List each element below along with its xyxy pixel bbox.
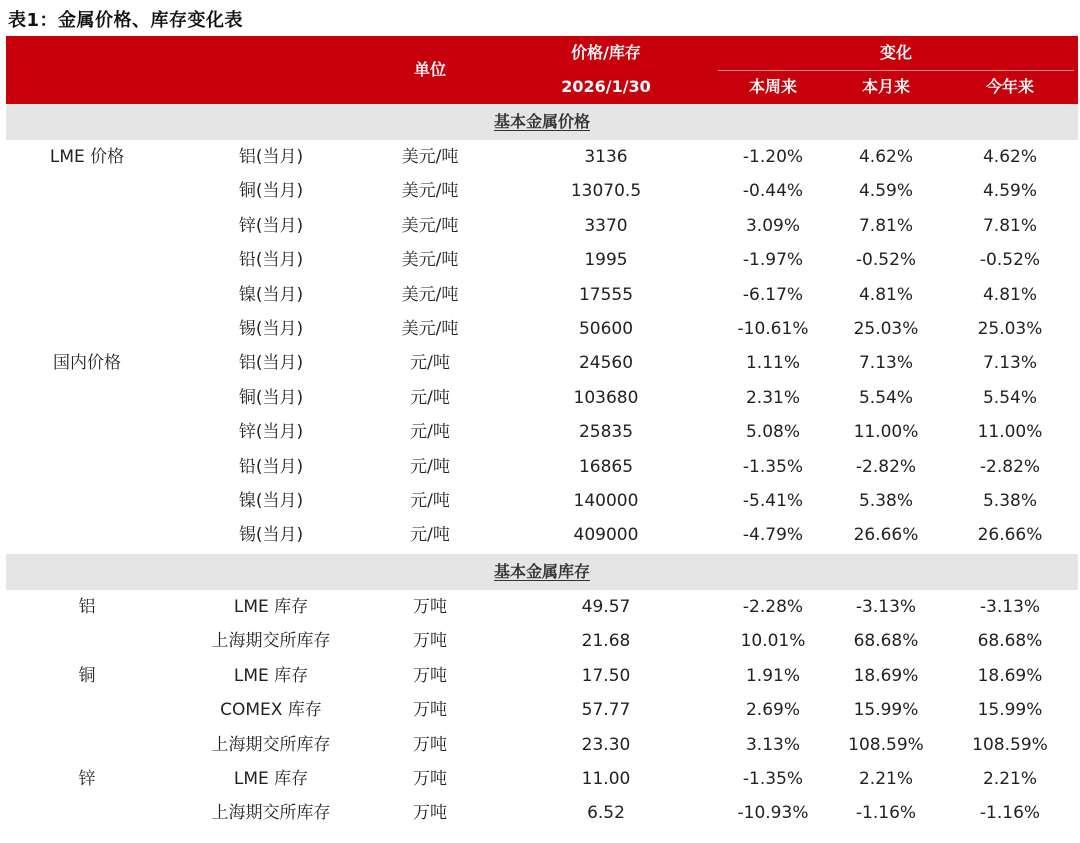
row-value: 11.00 — [581, 769, 631, 789]
row-name: LME 库存 — [233, 597, 309, 617]
row-month-change: 25.03% — [853, 319, 919, 339]
row-name: 上海期交所库存 — [211, 803, 331, 824]
row-year-change: -3.13% — [979, 597, 1041, 617]
table-row — [6, 381, 1078, 415]
table-row — [6, 243, 1078, 277]
row-name: 铜(当月) — [238, 181, 304, 202]
table-row — [6, 693, 1078, 727]
row-week-change: -1.35% — [742, 769, 804, 789]
row-name: LME 库存 — [233, 665, 309, 686]
row-week-change: 1.91% — [745, 665, 800, 686]
row-month-change: 5.38% — [858, 491, 913, 511]
row-month-change: 7.81% — [858, 215, 913, 236]
table-row — [6, 312, 1078, 346]
row-name: 铝(当月) — [238, 147, 304, 167]
row-year-change: -1.16% — [979, 803, 1041, 824]
header-date: 2026/1/30 — [561, 77, 651, 96]
section-stocks — [6, 554, 1078, 590]
row-value: 1995 — [584, 250, 628, 271]
row-unit: 元/吨 — [410, 456, 450, 477]
row-month-change: 7.13% — [858, 353, 913, 374]
table-header — [6, 36, 1078, 104]
table-row — [6, 728, 1078, 762]
group-label: 国内价格 — [53, 353, 121, 374]
row-month-change: 4.59% — [858, 181, 913, 202]
row-value: 6.52 — [587, 803, 625, 824]
row-value: 25835 — [578, 422, 634, 443]
header-unit: 单位 — [413, 60, 446, 79]
row-year-change: 25.03% — [977, 319, 1043, 339]
table-row — [6, 174, 1078, 208]
row-year-change: 4.59% — [982, 181, 1037, 202]
row-year-change: -2.82% — [979, 456, 1041, 477]
row-name: 镍(当月) — [238, 491, 304, 511]
table-row — [6, 762, 1078, 796]
row-year-change: -0.52% — [979, 250, 1041, 271]
row-name: 铜(当月) — [238, 387, 304, 408]
row-value: 57.77 — [581, 700, 631, 721]
row-value: 49.57 — [581, 597, 631, 617]
row-year-change: 68.68% — [977, 631, 1043, 652]
row-year-change: 5.38% — [982, 491, 1037, 511]
row-year-change: 4.81% — [982, 284, 1037, 305]
row-unit: 万吨 — [413, 597, 447, 617]
row-name: LME 库存 — [233, 769, 309, 789]
row-year-change: 18.69% — [977, 665, 1043, 686]
row-name: 镍(当月) — [238, 284, 304, 305]
row-year-change: 26.66% — [977, 525, 1043, 546]
row-month-change: -0.52% — [855, 250, 917, 271]
row-unit: 美元/吨 — [401, 250, 459, 271]
row-month-change: 5.54% — [858, 387, 913, 408]
table-row — [6, 796, 1078, 830]
group-label: 锌 — [78, 769, 96, 789]
row-year-change: 7.13% — [982, 353, 1037, 374]
row-name: 铝(当月) — [238, 353, 304, 374]
row-year-change: 11.00% — [977, 422, 1043, 443]
row-value: 17.50 — [581, 665, 631, 686]
table-row — [6, 518, 1078, 552]
row-name: 锡(当月) — [238, 319, 304, 339]
header-price-stock: 价格/库存 — [571, 43, 641, 62]
row-unit: 万吨 — [413, 769, 447, 789]
row-unit: 元/吨 — [410, 422, 450, 443]
row-week-change: 3.13% — [745, 734, 800, 755]
row-unit: 万吨 — [413, 665, 447, 686]
row-month-change: 4.62% — [858, 147, 913, 167]
header-week: 本周来 — [748, 77, 797, 96]
table-row — [6, 624, 1078, 658]
section-prices-label: 基本金属价格 — [493, 112, 590, 131]
row-name: 铅(当月) — [238, 456, 304, 477]
table-row — [6, 209, 1078, 243]
row-week-change: -5.41% — [742, 491, 804, 511]
row-week-change: -4.79% — [742, 525, 804, 546]
row-month-change: 11.00% — [853, 422, 919, 443]
row-unit: 美元/吨 — [401, 147, 459, 167]
row-month-change: 18.69% — [853, 665, 919, 686]
section-prices — [6, 104, 1078, 140]
row-year-change: 2.21% — [982, 769, 1037, 789]
header-year: 今年来 — [985, 77, 1034, 96]
row-month-change: 108.59% — [848, 734, 924, 755]
row-week-change: 3.09% — [745, 215, 800, 236]
row-value: 103680 — [573, 387, 639, 408]
row-name: 锌(当月) — [238, 422, 304, 443]
row-value: 16865 — [578, 456, 634, 477]
row-month-change: 2.21% — [858, 769, 913, 789]
row-name: COMEX 库存 — [220, 700, 322, 721]
row-month-change: -2.82% — [855, 456, 917, 477]
row-unit: 元/吨 — [410, 387, 450, 408]
table-row — [6, 415, 1078, 449]
table-title: 表1：金属价格、库存变化表 — [8, 10, 244, 31]
row-month-change: -1.16% — [855, 803, 917, 824]
row-month-change: 26.66% — [853, 525, 919, 546]
table-row — [6, 484, 1078, 518]
row-unit: 元/吨 — [410, 491, 450, 511]
row-month-change: 68.68% — [853, 631, 919, 652]
table-row — [6, 278, 1078, 312]
row-value: 24560 — [578, 353, 634, 374]
section-stocks-label: 基本金属库存 — [493, 562, 590, 581]
table-row — [6, 590, 1078, 624]
row-year-change: 108.59% — [972, 734, 1048, 755]
group-label: 铝 — [78, 597, 96, 617]
row-name: 铅(当月) — [238, 250, 304, 271]
row-name: 上海期交所库存 — [211, 734, 331, 755]
row-week-change: 10.01% — [740, 631, 806, 652]
row-week-change: -10.61% — [737, 319, 809, 339]
row-unit: 元/吨 — [410, 525, 450, 546]
group-label: LME 价格 — [49, 147, 125, 167]
row-week-change: -2.28% — [742, 597, 804, 617]
row-value: 3136 — [584, 147, 628, 167]
row-year-change: 7.81% — [982, 215, 1037, 236]
row-year-change: 5.54% — [982, 387, 1037, 408]
row-week-change: 5.08% — [745, 422, 800, 443]
row-name: 上海期交所库存 — [211, 631, 331, 652]
header-month: 本月来 — [861, 77, 910, 96]
row-name: 锌(当月) — [238, 215, 304, 236]
row-name: 锡(当月) — [238, 525, 304, 546]
table-row — [6, 659, 1078, 693]
row-unit: 万吨 — [413, 734, 447, 755]
row-unit: 美元/吨 — [401, 319, 459, 339]
row-unit: 美元/吨 — [401, 181, 459, 202]
row-value: 3370 — [584, 215, 628, 236]
row-unit: 万吨 — [413, 700, 447, 721]
row-year-change: 4.62% — [982, 147, 1037, 167]
group-label: 铜 — [78, 665, 96, 686]
row-value: 21.68 — [581, 631, 631, 652]
row-month-change: 15.99% — [853, 700, 919, 721]
row-unit: 万吨 — [413, 631, 447, 652]
row-value: 17555 — [578, 284, 634, 305]
row-week-change: -1.20% — [742, 147, 804, 167]
row-value: 409000 — [573, 525, 639, 546]
table-row — [6, 450, 1078, 484]
row-year-change: 15.99% — [977, 700, 1043, 721]
row-unit: 美元/吨 — [401, 215, 459, 236]
row-value: 23.30 — [581, 734, 631, 755]
row-week-change: -6.17% — [742, 284, 804, 305]
header-change: 变化 — [879, 43, 912, 62]
row-value: 140000 — [573, 491, 639, 511]
row-week-change: -10.93% — [737, 803, 809, 824]
row-week-change: 2.69% — [745, 700, 800, 721]
table-row — [6, 140, 1078, 174]
row-unit: 元/吨 — [410, 353, 450, 374]
row-week-change: -0.44% — [742, 181, 804, 202]
table-row — [6, 346, 1078, 380]
row-month-change: 4.81% — [858, 284, 913, 305]
row-unit: 万吨 — [413, 803, 447, 824]
row-value: 13070.5 — [570, 181, 642, 202]
row-unit: 美元/吨 — [401, 284, 459, 305]
row-week-change: -1.35% — [742, 456, 804, 477]
row-value: 50600 — [578, 319, 634, 339]
row-month-change: -3.13% — [855, 597, 917, 617]
row-week-change: 1.11% — [745, 353, 800, 374]
row-week-change: 2.31% — [745, 387, 800, 408]
row-week-change: -1.97% — [742, 250, 804, 271]
